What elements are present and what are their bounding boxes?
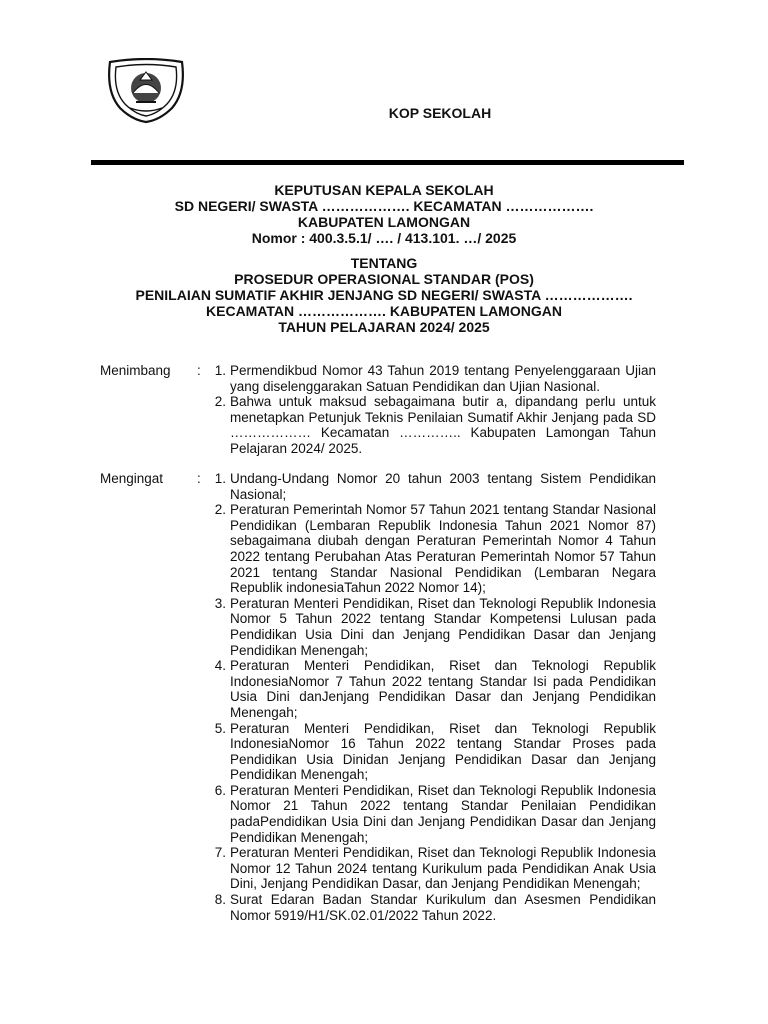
list-item	[206, 394, 656, 456]
item-number: 8.	[214, 892, 226, 908]
item-text: Peraturan Menteri Pendidikan, Riset dan Teknologi Republik IndonesiaNomor 7 Tahun 2022 tentang Standar Isi pada Pendidikan Usia Dini danJenjang Pendidikan Dasar dan Jenjang Pendidikan Menengah;	[230, 658, 656, 720]
recalling-label: Mengingat	[100, 471, 164, 486]
letterhead-divider	[91, 160, 684, 165]
item-text: Undang-Undang Nomor 20 tahun 2003 tentang Sistem Pendidikan Nasional;	[230, 471, 656, 502]
list-item	[206, 783, 656, 845]
item-text: Peraturan Menteri Pendidikan, Riset dan Teknologi Republik Indonesia Nomor 12 Tahun 2024 tentang Kurikulum pada Pendidikan Anak Usia Dini, Jenjang Pendidikan Dasar, dan Jenjang Pendidikan Menengah;	[230, 845, 656, 892]
item-number: 3.	[214, 595, 226, 611]
considering-list	[206, 363, 656, 457]
item-text: Bahwa untuk maksud sebagaimana butir a, dipandang perlu untuk menetapkan Petunjuk Teknis Penilaian Sumatif Akhir Jenjang pada SD ……………… Kecamatan ………….. Kabupaten Lamongan Tahun Pelajaran 2024/ 2025.	[230, 394, 656, 456]
item-text: Peraturan Menteri Pendidikan, Riset dan Teknologi Republik Indonesia Nomor 21 Tahun 2022 tentang Standar Penilaian Pendidikan padaPendidikan Usia Dini dan Jenjang Pendidikan Dasar dan Jenjang Pendidikan Menengah;	[230, 782, 656, 845]
decree-line: KEPUTUSAN KEPALA SEKOLAH	[274, 182, 494, 198]
item-text: Peraturan Menteri Pendidikan, Riset dan Teknologi Republik Indonesia Nomor 5 Tahun 2022 tentang Standar Kompetensi Lulusan pada Pendidikan Usia Dini dan Jenjang Pendidikan Dasar dan Jenjang Pendidikan Menengah;	[230, 595, 656, 658]
list-item	[206, 658, 656, 720]
subject-line: TAHUN PELAJARAN 2024/ 2025	[278, 319, 490, 335]
list-item	[206, 471, 656, 502]
recalling-list	[206, 471, 656, 923]
item-text: Permendikbud Nomor 43 Tahun 2019 tentang Penyelenggaraan Ujian yang diselenggarakan Satuan Pendidikan dan Ujian Nasional.	[230, 363, 656, 394]
decree-line: KABUPATEN LAMONGAN	[297, 214, 471, 230]
item-number: 5.	[214, 720, 226, 736]
list-item	[206, 845, 656, 892]
letterhead-title: KOP SEKOLAH	[388, 105, 492, 121]
item-text: Peraturan Menteri Pendidikan, Riset dan Teknologi Republik IndonesiaNomor 16 Tahun 2022 tentang Standar Proses pada Pendidikan Usia Dinidan Jenjang Pendidikan Dasar dan Jenjang Pendidikan Menengah;	[230, 720, 656, 783]
list-item	[206, 502, 656, 596]
item-number: 1.	[214, 363, 226, 378]
considering-label: Menimbang	[100, 363, 171, 378]
subject-line: TENTANG	[350, 255, 418, 271]
list-item	[206, 596, 656, 658]
list-item	[206, 892, 656, 923]
recalling-colon: :	[197, 471, 201, 486]
item-text: Peraturan Pemerintah Nomor 57 Tahun 2021 tentang Standar Nasional Pendidikan (Lembaran Republik Indonesia Tahun 2021 Nomor 87) sebagaimana diubah dengan Peraturan Pemerintah Nomor 4 Tahun 2022 tentang Perubahan Atas Peraturan Pemerintah Nomor 57 Tahun 2021 tentang Standar Nasional Pendidikan (Lembaran Negara Republik indonesiaTahun 2022 Nomor 14);	[230, 502, 656, 596]
decree-number: Nomor : 400.3.5.1/ …. / 413.101. …/ 2025	[251, 230, 517, 246]
school-crest-icon	[106, 58, 186, 124]
item-number: 1.	[214, 471, 226, 486]
considering-colon: :	[197, 363, 201, 378]
item-number: 2.	[214, 502, 226, 518]
item-text: Surat Edaran Badan Standar Kurikulum dan Asesmen Pendidikan Nomor 5919/H1/SK.02.01/2022 Tahun 2022.	[230, 892, 656, 923]
item-number: 2.	[214, 394, 226, 410]
list-item	[206, 721, 656, 783]
subject-line: PROSEDUR OPERASIONAL STANDAR (POS)	[234, 271, 534, 287]
subject-line: PENILAIAN SUMATIF AKHIR JENJANG SD NEGERI/ SWASTA ……………….	[135, 287, 633, 303]
item-number: 4.	[214, 658, 226, 674]
decree-heading	[60, 182, 708, 335]
item-number: 7.	[214, 845, 226, 861]
subject-line: KECAMATAN ………………. KABUPATEN LAMONGAN	[206, 303, 562, 319]
list-item	[206, 363, 656, 394]
item-number: 6.	[214, 782, 226, 798]
decree-line: SD NEGERI/ SWASTA ………………. KECAMATAN ……………….	[174, 198, 594, 214]
